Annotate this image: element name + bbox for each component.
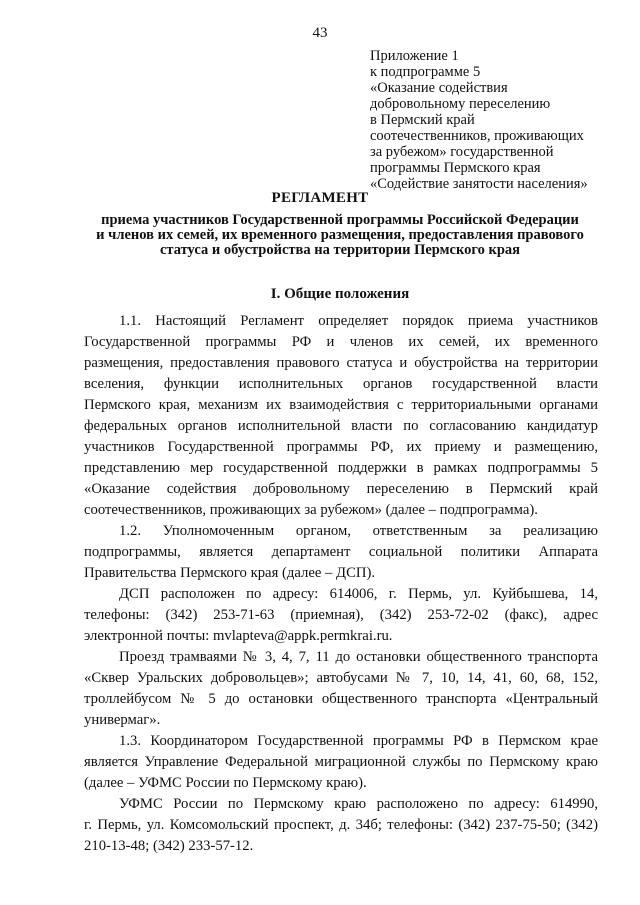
body-line: Государственной программы РФ и членов их семей, их временного [84,334,598,350]
body-line: 1.3. Координатором Государственной программы РФ в Пермском крае [119,733,598,749]
body-line: электронной почты: mvlapteva@appk.permkrai.ru. [84,628,393,644]
body-line: является Управление Федеральной миграционной службы по Пермскому краю [84,754,598,770]
subtitle-line: и членов их семей, их временного размещения, предоставления правового [96,227,584,243]
body-line: УФМС России по Пермскому краю расположено по адресу: 614990, [119,796,598,812]
appendix-line: добровольному переселению [370,96,551,112]
body-line: Проезд трамваями № 3, 4, 7, 11 до остановки общественного транспорта [119,649,598,665]
body-line: вселения, функции исполнительных органов государственной власти [84,376,598,392]
document-subtitle [80,213,600,258]
body-line: 1.2. Уполномоченным органом, ответственным за реализацию [119,523,598,539]
body-line: телефоны: (342) 253-71-63 (приемная), (342) 253-72-02 (факс), адрес [84,607,598,623]
body-line: участников Государственной программы РФ, их приему и размещению, [84,439,598,455]
subtitle-line: приема участников Государственной программы Российской Федерации [101,212,579,228]
appendix-block [370,48,620,192]
body-line: соотечественников, проживающих за рубежом» (далее – подпрограмма). [84,502,538,518]
body-line: троллейбусом № 5 до остановки общественного транспорта «Центральный [84,691,598,707]
body-line: «Оказание содействия добровольному переселению в Пермский край [84,481,598,497]
body-line: г. Пермь, ул. Комсомольский проспект, д. 34б; телефоны: (342) 237-75-50; (342) [84,817,598,833]
appendix-line: в Пермский край [370,112,475,128]
appendix-line: «Содействие занятости населения» [370,176,588,192]
document-title: РЕГЛАМЕНТ [271,190,369,206]
appendix-line: программы Пермского края [370,160,541,176]
body-line: представлению мер государственной поддержки в рамках подпрограммы 5 [84,460,598,476]
body-line: ДСП расположен по адресу: 614006, г. Пермь, ул. Куйбышева, 14, [119,586,598,602]
appendix-line: за рубежом» государственной [370,144,554,160]
body-line: универмаг». [84,712,161,728]
page-number: 43 [312,25,328,41]
body-line: размещения, предоставления правового статуса и обустройства на территории [84,355,598,371]
body-line: (далее – УФМС России по Пермскому краю). [84,775,367,791]
body-line: подпрограммы, является департамент социальной политики Аппарата [84,544,598,560]
section-heading: I. Общие положения [270,286,410,302]
subtitle-line: статуса и обустройства на территории Пермского края [160,242,520,258]
body-line: «Сквер Уральских добровольцев»; автобусами № 7, 10, 14, 41, 60, 68, 152, [84,670,598,686]
body-line: Правительства Пермского края (далее – ДСП). [84,565,376,581]
body-line: 210-13-48; (342) 233-57-12. [84,838,254,854]
appendix-line: соотечественников, проживающих [370,128,584,144]
body-line: федеральных органов исполнительной власти по согласованию кандидатур [84,418,598,434]
body-line: 1.1. Настоящий Регламент определяет порядок приема участников [119,313,598,329]
appendix-line: Приложение 1 [370,48,459,64]
appendix-line: «Оказание содействия [370,80,508,96]
body-line: Пермского края, механизм их взаимодействия с территориальными органами [84,397,598,413]
appendix-line: к подпрограмме 5 [370,64,481,80]
